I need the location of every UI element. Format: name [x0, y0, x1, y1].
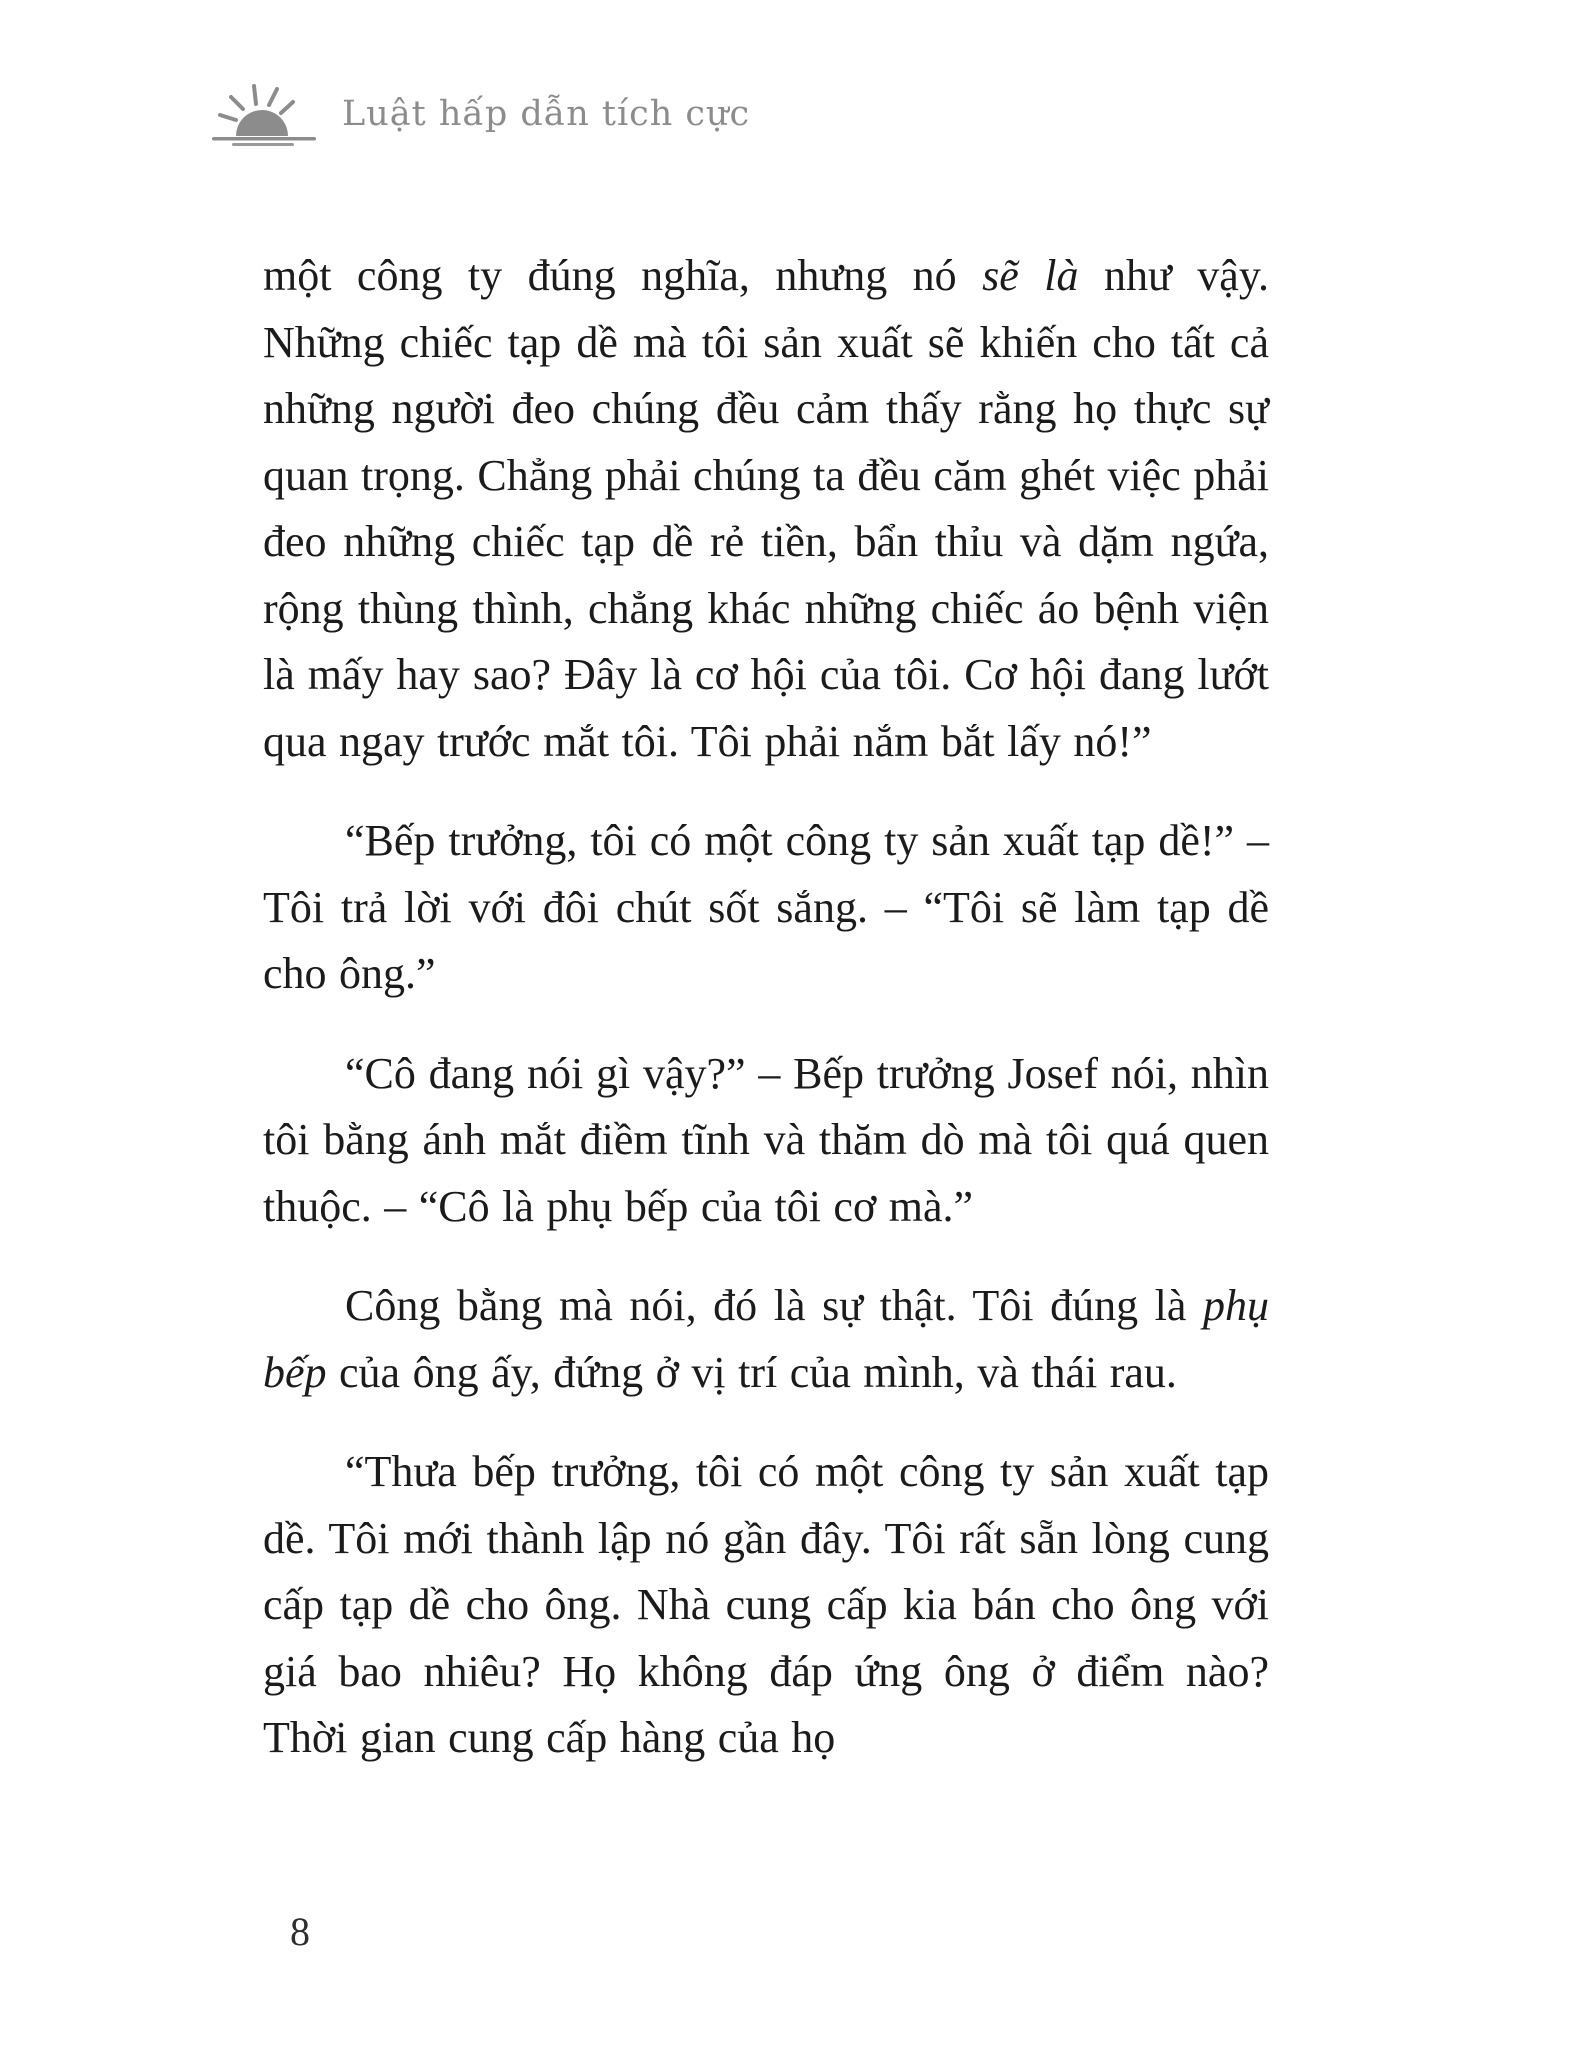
running-header: [198, 84, 750, 146]
text-run: “Cô đang nói gì vậy?” – Bếp trưởng Josef nói, nhìn tôi bằng ánh mắt điềm tĩnh và thăm dò mà tôi quá quen thuộc. – “Cô là phụ bếp của tôi cơ mà.”: [263, 1048, 1269, 1231]
text-run-italic: sẽ là: [982, 251, 1079, 300]
paragraph-4: [263, 1273, 1269, 1406]
paragraph-3: [263, 1041, 1269, 1241]
text-run: như vậy. Những chiếc tạp dề mà tôi sản xuất sẽ khiến cho tất cả những người đeo chúng đều cảm thấy rằng họ thực sự quan trọng. Chẳng phải chúng ta đều căm ghét việc phải đeo những chiếc tạp dề rẻ tiền, bẩn thỉu và dặm ngứa, rộng thùng thình, chẳng khác những chiếc áo bệnh viện là mấy hay sao? Đây là cơ hội của tôi. Cơ hội đang lướt qua ngay trước mắt tôi. Tôi phải nắm bắt lấy nó!”: [263, 251, 1269, 766]
paragraph-1: [263, 243, 1269, 775]
text-run: “Bếp trưởng, tôi có một công ty sản xuất tạp dề!” – Tôi trả lời với đôi chút sốt sắng. – “Tôi sẽ làm tạp dề cho ông.”: [263, 816, 1269, 998]
text-run: Công bằng mà nói, đó là sự thật. Tôi đúng là: [345, 1281, 1203, 1330]
text-run-italic: phụ bếp: [263, 1281, 1269, 1397]
text-run: “Thưa bếp trưởng, tôi có một công ty sản xuất tạp dề. Tôi mới thành lập nó gần đây. Tôi rất sẵn lòng cung cấp tạp dề cho ông. Nhà cung cấp kia bán cho ông với giá bao nhiêu? Họ không đáp ứng ông ở điểm nào? Thời gian cung cấp hàng của họ: [263, 1447, 1269, 1762]
page-number: 8: [290, 1909, 310, 1954]
text-run: một công ty đúng nghĩa, nhưng nó: [263, 251, 983, 300]
paragraph-5: [263, 1439, 1269, 1772]
text-run: của ông ấy, đứng ở vị trí của mình, và thái rau.: [326, 1347, 1177, 1397]
body-text: [263, 243, 1269, 1805]
sun-over-water-icon: [198, 84, 316, 146]
header-title: Luật hấp dẫn tích cực: [342, 94, 751, 134]
paragraph-2: [263, 808, 1269, 1008]
